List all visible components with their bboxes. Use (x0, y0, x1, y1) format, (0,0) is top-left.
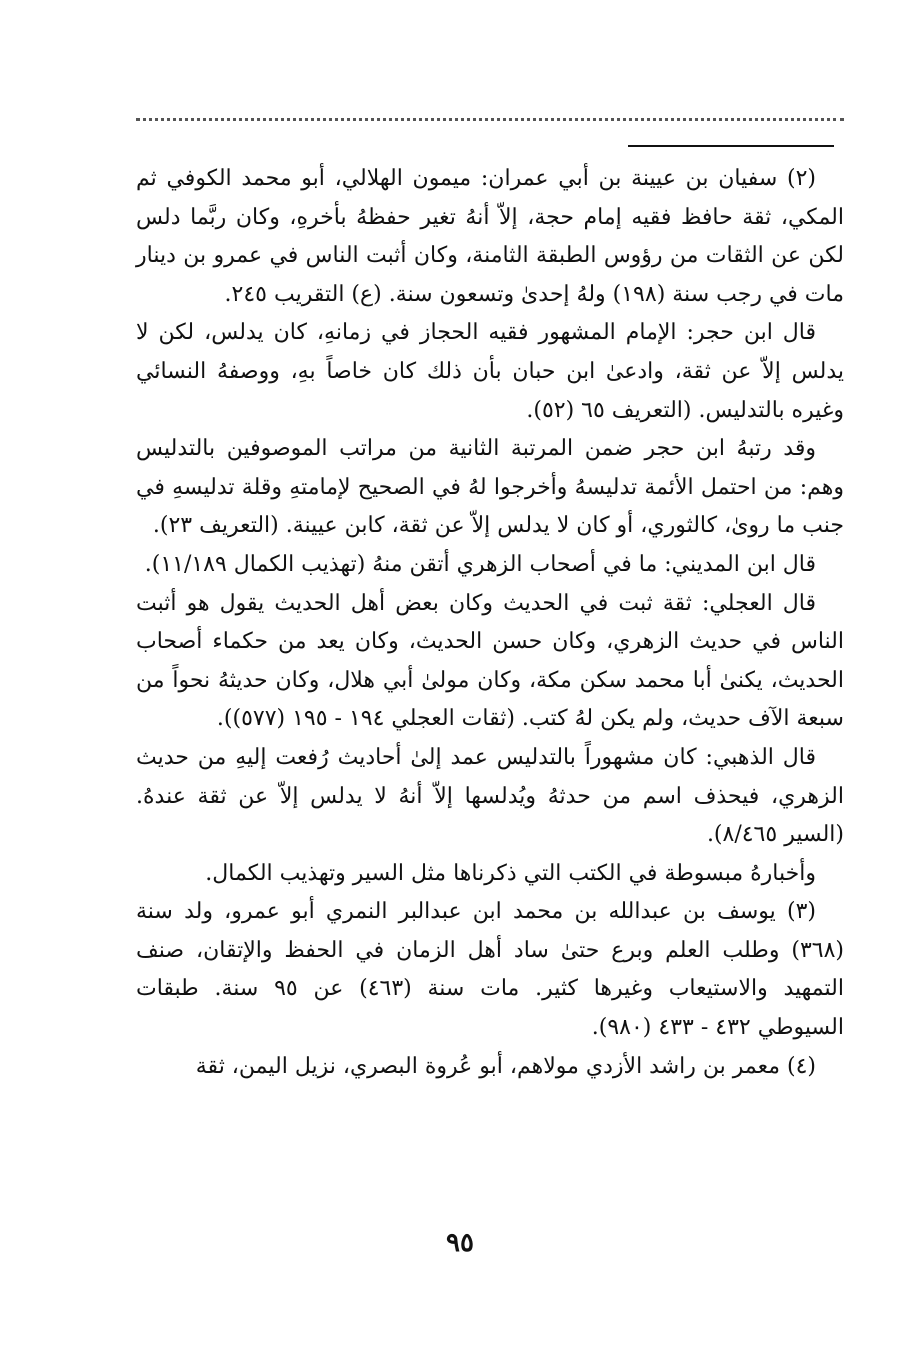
ibn-hajar-paragraph: قال ابن حجر: الإمام المشهور فقيه الحجاز في زمانهِ، كان يدلس، لكن لا يدلس إلاّ عن ثقة، وادعىٰ ابن حبان بأن ذلك كان خاصاً بهِ، ووصفهُ النسائي وغيره بالتدليس. (التعريف ٦٥ (٥٢). (136, 320, 844, 423)
dotted-separator (136, 118, 844, 121)
footnote-2-paragraph: (٢) سفيان بن عيينة بن أبي عمران: ميمون الهلالي، أبو محمد الكوفي ثم المكي، ثقة حافظ فقيه إمام حجة، إلاّ أنهُ تغير حفظهُ بأخرهِ، وكان ربَّما دلس لكن عن الثقات من رؤوس الطبقة الثامنة، وكان أثبت الناس في عمرو بن دينار مات في رجب سنة (١٩٨) ولهُ إحدىٰ وتسعون سنة. (ع) التقريب ٢٤٥. (136, 166, 844, 307)
ibn-madini-paragraph: قال ابن المديني: ما في أصحاب الزهري أتقن منهُ (تهذيب الكمال ١١/١٨٩). (144, 551, 816, 577)
footnote-3-paragraph: (٣) يوسف بن عبدالله بن محمد ابن عبدالبر النمري أبو عمرو، ولد سنة (٣٦٨) وطلب العلم وبرع حتىٰ ساد أهل الزمان في الحفظ والإتقان، صنف التمهيد والاستيعاب وغيرها كثير. مات سنة (٤٦٣) عن ٩٥ سنة. طبقات السيوطي ٤٣٢ - ٤٣٣ (٩٨٠). (136, 899, 844, 1041)
footnote-separator-line (628, 145, 834, 147)
ijli-paragraph: قال العجلي: ثقة ثبت في الحديث وكان بعض أهل الحديث يقول هو أثبت الناس في حديث الزهري، وكان حسن الحديث، وكان يعد من حكماء أصحاب الحديث، يكنىٰ أبا محمد سكن مكة، وكان مولىٰ أبي هلال، وكان حديثهُ نحواً من سبعة الآف حديث، ولم يكن لهُ كتب. (ثقات العجلي ١٩٤ - ١٩٥ (٥٧٧)). (136, 590, 844, 732)
tadlis-rank-paragraph: وقد رتبهُ ابن حجر ضمن المرتبة الثانية من مراتب الموصوفين بالتدليس وهم: من احتمل الأئمة تدليسهُ وأخرجوا لهُ في الصحيح لإمامتهِ وقلة تدليسهِ في جنب ما روىٰ، كالثوري، أو كان لا يدلس إلاّ عن ثقة، كابن عيينة. (التعريف ٢٣). (136, 436, 844, 539)
footnotes-text (136, 160, 844, 1086)
akhbar-paragraph: وأخبارهُ مبسوطة في الكتب التي ذكرناها مثل السير وتهذيب الكمال. (205, 860, 816, 886)
dhahabi-paragraph: قال الذهبي: كان مشهوراً بالتدليس عمد إلىٰ أحاديث رُفعت إليهِ من حديث الزهري، فيحذف اسم من حدثهُ ويُدلسها إلاّ أنهُ لا يدلس إلاّ عن ثقة عندهُ. (السير ٨/٤٦٥). (136, 744, 844, 848)
footnote-4-paragraph: (٤) معمر بن راشد الأزدي مولاهم، أبو عُروة البصري، نزيل اليمن، ثقة (195, 1053, 816, 1079)
page-number: ٩٥ (446, 1228, 474, 1258)
